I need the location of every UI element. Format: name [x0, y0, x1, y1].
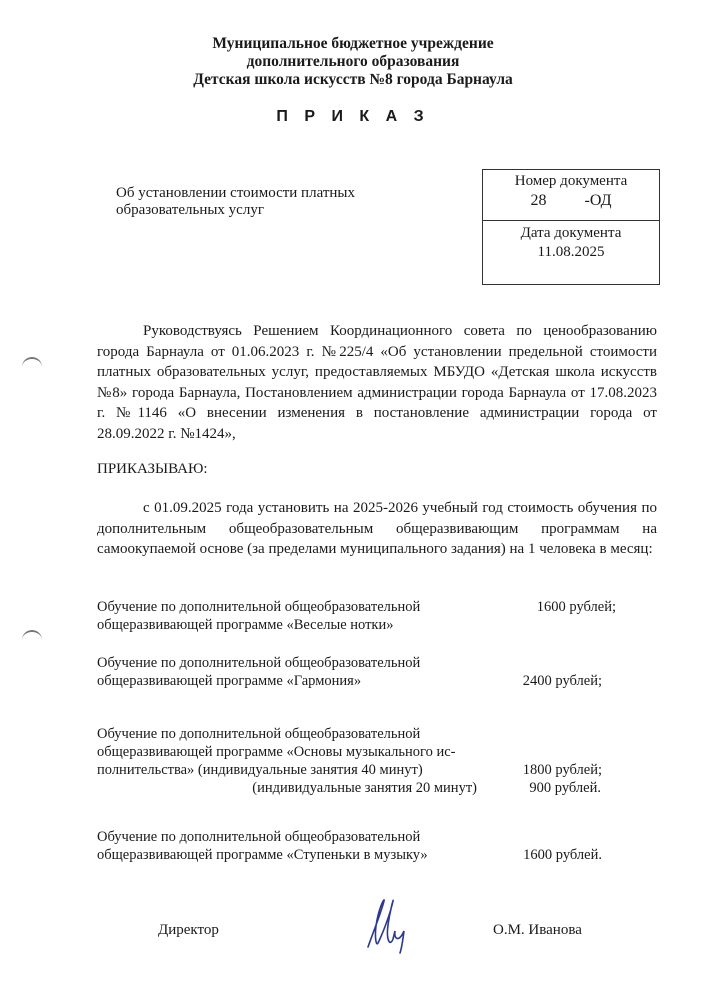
subject-line-1: Об установлении стоимости платных [116, 185, 355, 201]
price-item [97, 598, 420, 634]
punch-hole-mark [22, 630, 42, 644]
price-item [97, 654, 420, 690]
document-number-cell [483, 170, 659, 221]
item-price: 1600 рублей; [536, 599, 616, 615]
punch-hole-mark [22, 357, 42, 371]
header-line-3: Детская школа искусств №8 города Барнаула [193, 71, 513, 88]
signer-name: О.М. Иванова [493, 922, 582, 938]
price-item [97, 725, 477, 797]
item-price: 2400 рублей; [522, 673, 602, 689]
item-line: общеразвивающей программе «Ступеньки в музыку» [97, 847, 428, 863]
preamble-paragraph: Руководствуясь Решением Координационного совета по ценообразованию города Барнаула от 01.06.2023 г. №225/4 «Об установлении предельной стоимости платных образовательных услуг, предоставляемых МБУДО «Детская школа искусств №8» города Барнаула, Постановлением администрации города Барнаула от 17.08.2023 г. №1146 «О внесении изменения в постановление администрации города от 28.09.2022 г. №1424», [97, 323, 657, 442]
order-subject [116, 185, 355, 219]
institution-header [0, 35, 706, 89]
document-number-suffix: -ОД [584, 192, 612, 209]
item-price: 1800 рублей; [522, 762, 602, 778]
signer-position: Директор [158, 922, 219, 938]
item-price: 900 рублей. [529, 780, 601, 796]
item-line: полнительства» (индивидуальные занятия 40 минут) [97, 762, 423, 778]
item-line: Обучение по дополнительной общеобразовательной [97, 829, 421, 845]
document-number-row [483, 191, 659, 210]
header-line-1: Муниципальное бюджетное учреждение [212, 35, 494, 52]
order-paragraph: с 01.09.2025 года установить на 2025-2026 учебный год стоимость обучения по дополнительным общеобразовательным общеразвивающим программам на самоокупаемой основе (за пределами муниципального задания) на 1 человека в месяц: [97, 500, 657, 557]
item-price: 1600 рублей. [523, 847, 602, 863]
item-line: общеразвивающей программе «Основы музыкального ис- [97, 744, 456, 760]
handwritten-signature [360, 895, 420, 955]
price-item [97, 828, 428, 864]
item-line: Обучение по дополнительной общеобразовательной [97, 726, 421, 742]
item-line: общеразвивающей программе «Веселые нотки» [97, 617, 394, 633]
document-date: 11.08.2025 [537, 244, 605, 260]
order-word: ПРИКАЗЫВАЮ: [97, 461, 208, 477]
document-date-label: Дата документа [520, 225, 622, 241]
document-title: П Р И К А З [276, 108, 430, 125]
subject-line-2: образовательных услуг [116, 202, 264, 218]
document-info-box [482, 169, 660, 285]
document-date-cell [483, 221, 659, 262]
item-line: общеразвивающей программе «Гармония» [97, 673, 362, 689]
item-line: Обучение по дополнительной общеобразовательной [97, 655, 421, 671]
document-number-label: Номер документа [514, 173, 628, 189]
signature-stroke [368, 900, 404, 953]
item-line: (индивидуальные занятия 20 минут) [252, 780, 477, 796]
item-line: Обучение по дополнительной общеобразовательной [97, 599, 421, 615]
document-number: 28 [530, 192, 547, 209]
header-line-2: дополнительного образования [246, 53, 460, 70]
